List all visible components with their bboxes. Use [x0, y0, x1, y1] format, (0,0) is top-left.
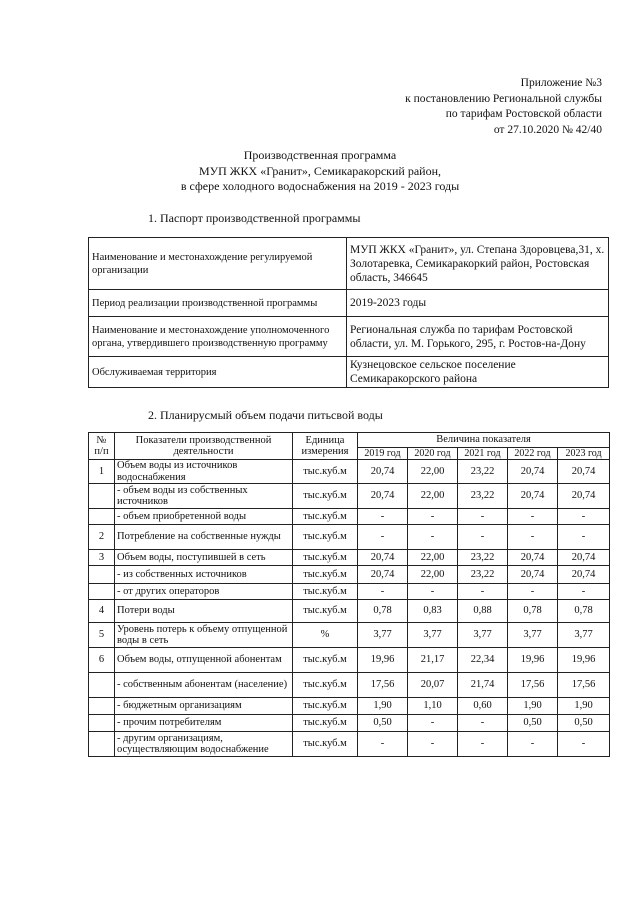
row-unit: тыс.куб.м [293, 484, 358, 509]
annex-line: Приложение №3 [520, 77, 602, 89]
row-value: 20,74 [558, 460, 610, 484]
row-number: 6 [89, 648, 115, 673]
row-value: - [408, 584, 458, 600]
row-indicator: Объем воды из источников водоснабжения [115, 460, 293, 484]
row-number [89, 509, 115, 525]
row-value: 22,00 [408, 550, 458, 566]
row-value: - [558, 509, 610, 525]
passport-label: Наименование и местонахождение регулируемой организации [89, 238, 347, 290]
passport-row [89, 238, 609, 290]
row-value: 20,74 [508, 566, 558, 584]
row-value: - [558, 732, 610, 757]
annex-line: к постановлению Региональной службы [405, 92, 602, 105]
row-value: - [408, 509, 458, 525]
table-row [89, 732, 610, 757]
row-value: 23,22 [458, 484, 508, 509]
row-value: - [508, 509, 558, 525]
header-num: № п/п [89, 433, 115, 460]
row-number [89, 715, 115, 732]
row-indicator: - другим организациям, осуществляющим водоснабжение [115, 732, 293, 757]
row-value: - [458, 584, 508, 600]
row-value: 0,83 [408, 600, 458, 623]
row-indicator: - прочим потребителям [115, 715, 293, 732]
row-value: 23,22 [458, 566, 508, 584]
row-value: 19,96 [508, 648, 558, 673]
row-unit: тыс.куб.м [293, 715, 358, 732]
row-unit: тыс.куб.м [293, 600, 358, 623]
row-number: 5 [89, 623, 115, 648]
row-indicator: Объем воды, поступившей в сеть [115, 550, 293, 566]
row-value: 3,77 [508, 623, 558, 648]
table-header-row [89, 433, 610, 448]
table-row [89, 600, 610, 623]
row-number [89, 698, 115, 715]
row-value: 20,74 [358, 460, 408, 484]
row-value: - [508, 732, 558, 757]
passport-value: Региональная служба по тарифам Ростовской области, ул. М. Горького, 295, г. Ростов-на-Дону [347, 317, 609, 357]
row-value: 20,74 [558, 566, 610, 584]
row-value: - [558, 525, 610, 550]
row-value: 20,07 [408, 673, 458, 698]
passport-value: 2019-2023 годы [347, 290, 609, 317]
row-indicator: - от других операторов [115, 584, 293, 600]
row-unit: тыс.куб.м [293, 673, 358, 698]
row-value: 0,78 [558, 600, 610, 623]
row-unit: % [293, 623, 358, 648]
row-value: 1,90 [358, 698, 408, 715]
row-value: 21,17 [408, 648, 458, 673]
passport-label: Период реализации производственной программы [89, 290, 347, 317]
row-indicator: - из собственных источников [115, 566, 293, 584]
row-number: 3 [89, 550, 115, 566]
row-value: 20,74 [558, 484, 610, 509]
row-value: - [458, 509, 508, 525]
header-year: 2020 год [408, 448, 458, 460]
row-value: - [508, 525, 558, 550]
row-value: 20,74 [508, 550, 558, 566]
row-value: 19,96 [358, 648, 408, 673]
row-value: - [358, 732, 408, 757]
row-value: 23,22 [458, 550, 508, 566]
row-value: 17,56 [358, 673, 408, 698]
table-row [89, 673, 610, 698]
row-indicator: Уровень потерь к объему отпущенной воды в сеть [115, 623, 293, 648]
row-indicator: Потери воды [115, 600, 293, 623]
row-value: 20,74 [358, 550, 408, 566]
annex-date-line: от 27.10.2020 № 42/40 [493, 123, 602, 136]
row-value: - [408, 732, 458, 757]
header-unit: Единица измерения [293, 433, 358, 460]
row-value: 3,77 [358, 623, 408, 648]
header-year: 2021 год [458, 448, 508, 460]
row-unit: тыс.куб.м [293, 509, 358, 525]
passport-label: Наименование и местонахождение уполномоченного органа, утвердившего производственную программу [89, 317, 347, 357]
row-unit: тыс.куб.м [293, 525, 358, 550]
header-indicator: Показатели производственной деятельности [115, 433, 293, 460]
table-row [89, 550, 610, 566]
row-value: 22,00 [408, 566, 458, 584]
row-unit: тыс.куб.м [293, 732, 358, 757]
row-number [89, 732, 115, 757]
row-value: 20,74 [508, 460, 558, 484]
water-volume-table [88, 432, 610, 757]
row-value: 3,77 [558, 623, 610, 648]
row-value: 3,77 [408, 623, 458, 648]
row-value: - [508, 584, 558, 600]
row-value: 0,50 [558, 715, 610, 732]
row-value: - [408, 525, 458, 550]
header-value-group: Величина показателя [358, 433, 610, 448]
header-year: 2023 год [558, 448, 610, 460]
row-value: 19,96 [558, 648, 610, 673]
passport-table [88, 237, 609, 388]
row-indicator: Потребление на собственные нужды [115, 525, 293, 550]
row-value: 0,78 [508, 600, 558, 623]
row-value: - [458, 715, 508, 732]
table-row [89, 509, 610, 525]
row-indicator: - бюджетным организациям [115, 698, 293, 715]
header-year: 2019 год [358, 448, 408, 460]
row-value: - [408, 715, 458, 732]
row-indicator: - объем воды из собственных источников [115, 484, 293, 509]
row-number: 1 [89, 460, 115, 484]
row-value: 17,56 [558, 673, 610, 698]
annex-block [342, 76, 602, 138]
row-value: 1,90 [558, 698, 610, 715]
table-row [89, 623, 610, 648]
row-value: - [358, 584, 408, 600]
header-year: 2022 год [508, 448, 558, 460]
row-unit: тыс.куб.м [293, 566, 358, 584]
row-indicator: - объем приобретенной воды [115, 509, 293, 525]
row-unit: тыс.куб.м [293, 584, 358, 600]
passport-label: Обслуживаемая территория [89, 357, 347, 388]
passport-row [89, 290, 609, 317]
table-row [89, 648, 610, 673]
row-value: 0,60 [458, 698, 508, 715]
row-value: 3,77 [458, 623, 508, 648]
row-value: 22,34 [458, 648, 508, 673]
annex-line: по тарифам Ростовской области [445, 108, 602, 120]
row-number: 4 [89, 600, 115, 623]
row-number [89, 484, 115, 509]
row-value: 0,50 [358, 715, 408, 732]
table-row [89, 525, 610, 550]
row-value: 1,10 [408, 698, 458, 715]
table-row [89, 460, 610, 484]
row-value: - [358, 509, 408, 525]
document-title [0, 148, 640, 195]
passport-value: Кузнецовское сельское поселение Семикаракорского района [347, 357, 609, 388]
row-value: - [358, 525, 408, 550]
row-value: 22,00 [408, 484, 458, 509]
row-value: 20,74 [358, 484, 408, 509]
row-unit: тыс.куб.м [293, 648, 358, 673]
row-value: - [458, 525, 508, 550]
table-row [89, 584, 610, 600]
passport-row [89, 357, 609, 388]
section-1-title: 1. Паспорт производственной программы [148, 211, 361, 225]
row-value: 20,74 [508, 484, 558, 509]
row-value: - [458, 732, 508, 757]
passport-row [89, 317, 609, 357]
row-number [89, 566, 115, 584]
row-unit: тыс.куб.м [293, 460, 358, 484]
row-value: 1,90 [508, 698, 558, 715]
row-value: - [558, 584, 610, 600]
table-row [89, 698, 610, 715]
row-number [89, 584, 115, 600]
title-line: МУП ЖКХ «Гранит», Семикаракорский район, [198, 163, 442, 178]
title-line: в сфере холодного водоснабжения на 2019 - 2023 годы [180, 179, 460, 193]
row-number [89, 673, 115, 698]
table-row [89, 566, 610, 584]
row-indicator: - собственным абонентам (население) [115, 673, 293, 698]
row-unit: тыс.куб.м [293, 698, 358, 715]
row-value: 20,74 [558, 550, 610, 566]
row-value: 23,22 [458, 460, 508, 484]
table-row [89, 484, 610, 509]
row-value: 20,74 [358, 566, 408, 584]
row-number: 2 [89, 525, 115, 550]
row-value: 0,88 [458, 600, 508, 623]
passport-value: МУП ЖКХ «Гранит», ул. Степана Здоровцева,31, х. Золотаревка, Семикаракоркий район, Ростовская область, 346645 [347, 238, 609, 290]
section-2-title: 2. Планирусмый объем подачи питьсвой воды [148, 408, 383, 422]
row-value: 22,00 [408, 460, 458, 484]
row-value: 17,56 [508, 673, 558, 698]
row-value: 0,78 [358, 600, 408, 623]
table-row [89, 715, 610, 732]
row-unit: тыс.куб.м [293, 550, 358, 566]
row-value: 0,50 [508, 715, 558, 732]
row-indicator: Объем воды, отпущенной абонентам [115, 648, 293, 673]
title-line: Производственная программа [243, 148, 397, 162]
row-value: 21,74 [458, 673, 508, 698]
